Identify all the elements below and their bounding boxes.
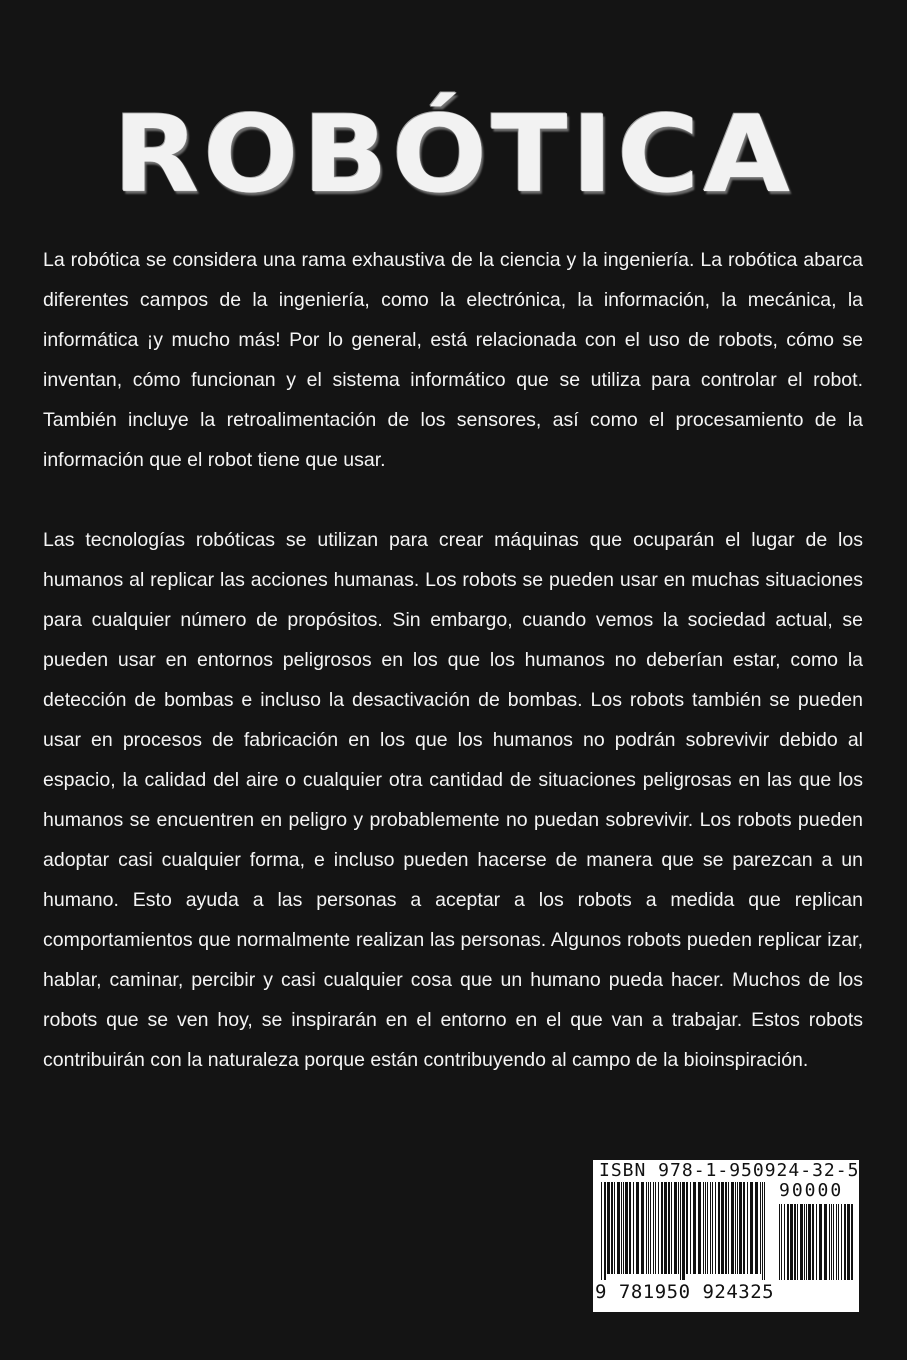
- ean-digits-label: 9 781950 924325: [595, 1281, 775, 1303]
- barcode-bar: [623, 1182, 624, 1274]
- addon-bar: [836, 1204, 837, 1280]
- barcode-bar: [703, 1182, 704, 1274]
- barcode-bar: [614, 1182, 615, 1274]
- barcode-bar: [721, 1182, 724, 1274]
- barcode-bar: [653, 1182, 654, 1274]
- barcode-bar: [646, 1182, 647, 1274]
- addon-bar: [833, 1204, 834, 1280]
- addon-bar: [779, 1204, 780, 1280]
- barcode-bar: [601, 1182, 602, 1280]
- addon-bar: [838, 1204, 839, 1280]
- barcode-bar: [682, 1182, 685, 1280]
- addon-bar: [824, 1204, 827, 1280]
- barcode-bar: [661, 1182, 663, 1274]
- barcode-bar: [735, 1182, 736, 1274]
- paragraph-2: Las tecnologías robóticas se utilizan para crear máquinas que ocuparán el lugar de los humanos al replicar las acciones humanas. Los robots se pueden usar en muchas situaciones para cualquier número de propósitos. Sin embargo, cuando vemos la sociedad actual, se pueden usar en entornos peligrosos en los que los humanos no deberían estar, como la detección de bombas e incluso la desactivación de bombas. Los robots también se pueden usar en procesos de fabricación en los que los humanos no podrán sobrevivir debido al espacio, la calidad del aire o cualquier otra cantidad de situaciones peligrosas en las que los humanos se encuentren en peligro y probablemente no puedan sobrevivir. Los robots pueden adoptar casi cualquier forma, e incluso pueden hacerse de manera que se parezcan a un humano. Esto ayuda a las personas a aceptar a los robots a medida que replican comportamientos que normalmente realizan las personas. Algunos robots pueden replicar izar, hablar, caminar, percibir y casi cualquier cosa que un humano pueda hacer. Muchos de los robots que se ven hoy, se inspirarán en el entorno en el que van a trabajar. Estos robots contribuirán con la naturaleza porque están contribuyendo al campo de la bioinspiración.: [43, 529, 863, 1071]
- barcode-bar: [764, 1182, 765, 1280]
- price-addon-label: 90000: [779, 1180, 844, 1201]
- barcode-bar: [671, 1182, 672, 1274]
- barcode-bar: [607, 1182, 610, 1274]
- barcode-bar: [611, 1182, 613, 1274]
- barcode-bar: [658, 1182, 659, 1274]
- barcode-bar: [718, 1182, 720, 1274]
- addon-bar: [781, 1204, 782, 1280]
- addon-bar: [829, 1204, 830, 1280]
- addon-bar: [808, 1204, 811, 1280]
- barcode-bar: [641, 1182, 644, 1274]
- barcode-bar: [621, 1182, 622, 1274]
- addon-bar: [787, 1204, 789, 1280]
- addon-bar: [841, 1204, 842, 1280]
- addon-bar: [819, 1204, 822, 1280]
- barcode-bar: [629, 1182, 631, 1274]
- addon-bar: [816, 1204, 817, 1280]
- barcode-bar: [650, 1182, 651, 1274]
- barcode-bar: [760, 1182, 761, 1274]
- isbn-label: ISBN 978-1-950924-32-5: [599, 1160, 860, 1181]
- barcode-bar: [755, 1182, 758, 1274]
- barcode-bar: [725, 1182, 727, 1274]
- barcode-bar: [698, 1182, 701, 1274]
- addon-bar: [844, 1204, 846, 1280]
- barcode-bar: [674, 1182, 677, 1274]
- barcode-bar: [648, 1182, 649, 1274]
- isbn-barcode: [593, 1160, 859, 1312]
- addon-bar: [794, 1204, 796, 1280]
- barcode-bar: [710, 1182, 711, 1274]
- barcode-bar: [686, 1182, 688, 1274]
- barcode-bar: [617, 1182, 620, 1274]
- barcode-bar: [678, 1182, 679, 1274]
- addon-bar: [790, 1204, 793, 1280]
- barcode-bar: [707, 1182, 708, 1274]
- barcode-bar: [668, 1182, 670, 1274]
- addon-bar: [812, 1204, 814, 1280]
- barcode-bar: [712, 1182, 713, 1274]
- barcode-bar: [743, 1182, 745, 1274]
- barcode-bar: [655, 1182, 656, 1274]
- addon-bar: [851, 1204, 853, 1280]
- barcode-bar: [728, 1182, 729, 1274]
- barcode-bar: [750, 1182, 753, 1274]
- addon-bar: [831, 1204, 832, 1280]
- back-cover-text: [43, 240, 863, 1080]
- barcode-bar: [762, 1182, 763, 1280]
- barcode-bar: [636, 1182, 639, 1274]
- barcode-bar: [690, 1182, 691, 1274]
- barcode-bar: [737, 1182, 738, 1274]
- barcode-bar: [664, 1182, 667, 1274]
- barcode-bar: [604, 1182, 606, 1280]
- barcode-bar: [633, 1182, 634, 1274]
- barcode-bar: [739, 1182, 742, 1274]
- addon-bar: [784, 1204, 785, 1280]
- barcode-bar: [715, 1182, 716, 1274]
- barcode-bar: [705, 1182, 706, 1274]
- barcode-bar: [747, 1182, 748, 1274]
- book-title: ROBÓTICA: [113, 93, 794, 217]
- addon-bar: [797, 1204, 798, 1280]
- addon-bar: [847, 1204, 850, 1280]
- barcode-bar: [680, 1182, 681, 1280]
- barcode-bar: [731, 1182, 734, 1274]
- barcode-bar: [693, 1182, 696, 1274]
- addon-bar: [806, 1204, 807, 1280]
- addon-bar: [800, 1204, 803, 1280]
- paragraph-1: La robótica se considera una rama exhaustiva de la ciencia y la ingeniería. La robótica abarca diferentes campos de la ingeniería, como la electrónica, la información, la mecánica, la informática ¡y mucho más! Por lo general, está relacionada con el uso de robots, cómo se inventan, cómo funcionan y el sistema informático que se utiliza para controlar el robot. También incluye la retroalimentación de los sensores, así como el procesamiento de la información que el robot tiene que usar.: [43, 249, 863, 471]
- addon-bar: [804, 1204, 805, 1280]
- barcode-bar: [625, 1182, 628, 1274]
